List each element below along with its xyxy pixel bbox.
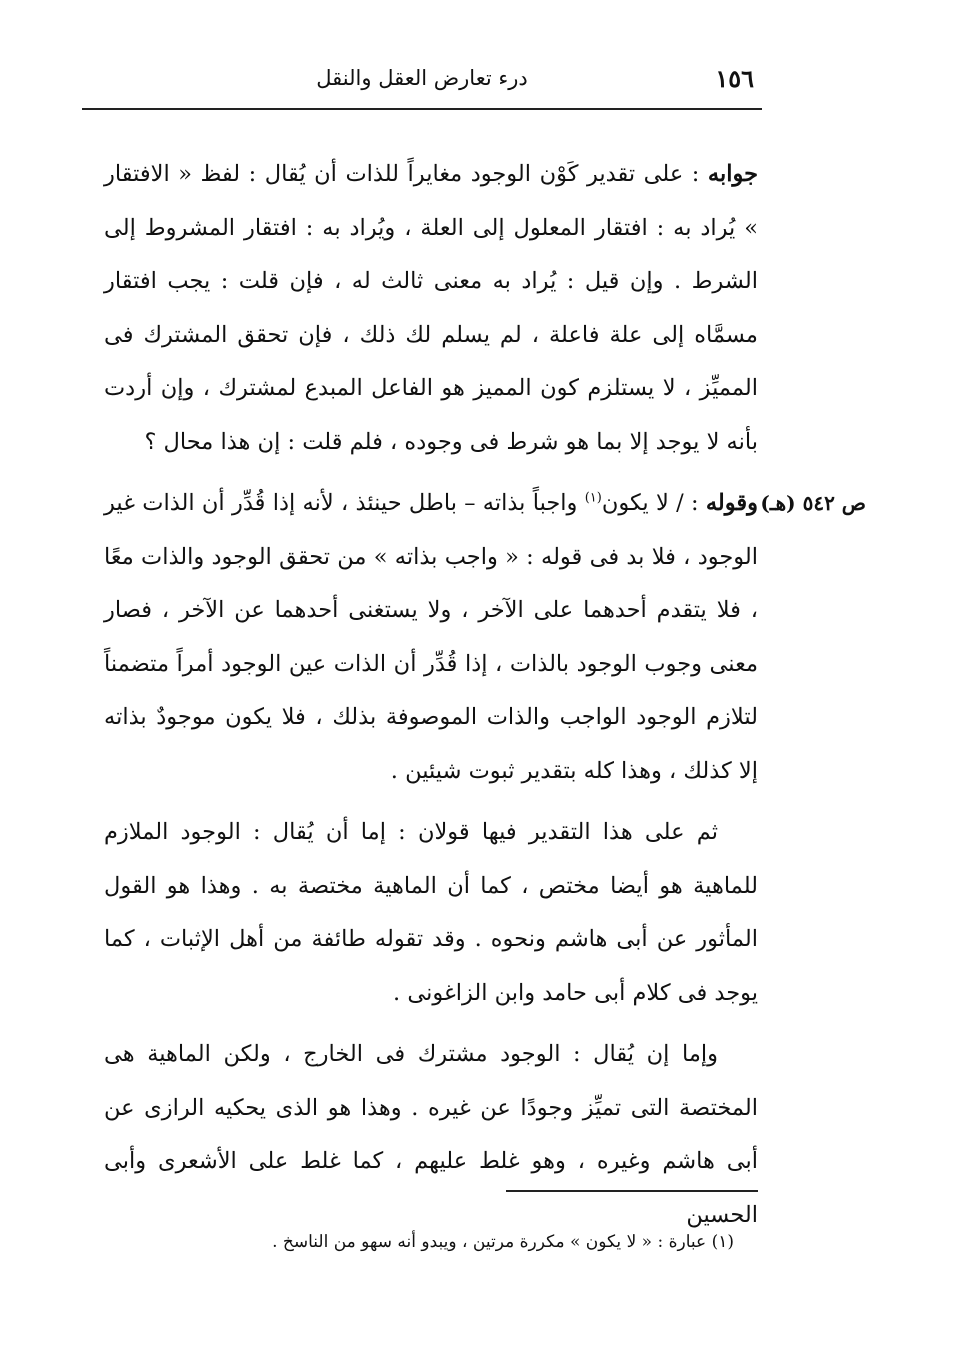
header-divider xyxy=(82,108,762,110)
main-text xyxy=(104,148,866,1250)
footnote: (١) عبارة : « لا يكون » مكررة مرتين ، ويبدو أنه سهو من الناسخ . xyxy=(272,1232,734,1252)
page-number: ١٥٦ xyxy=(715,64,754,93)
footnote-marker: (١) xyxy=(584,490,602,506)
running-title: درء تعارض العقل والنقل xyxy=(316,66,528,90)
paragraph-2 xyxy=(104,477,866,798)
paragraph-text: : / لا يكون xyxy=(601,490,706,516)
page-header xyxy=(82,64,762,104)
paragraph-text: واجباً بذاته – باطل حينئذ ، لأنه إذا قُدِّر أن الذات غير الوجود ، فلا بد فى قوله : « واجب بذاته » من تحقق الوجود والذات معًا ، فلا يتقدم أحدهما على الآخر ، ولا يستغنى أحدهما عن الآخر ، فصار معنى وجوب الوجود بالذات ، إذا قُدِّر أن الذات عين الوجود أمراً متضمناً لتلازم الوجود الواجب والذات الموصوفة بذلك ، فلا يكون موجودٌ بذاته إلا كذلك ، وهذا كله بتقدير ثبوت شيئين . xyxy=(104,490,758,784)
paragraph-lead: جوابه xyxy=(707,161,758,187)
paragraph-3: ثم على هذا التقدير فيها قولان : إما أن يُقال : الوجود الملازم للماهية هو أيضا مختص ، كما أن الماهية مختصة به . وهذا هو القول المأثور عن أبى هاشم ونحوه . وقد تقوله طائفة من أهل الإثبات ، كما يوجد فى كلام أبى حامد وابن الزاغونى . xyxy=(104,819,758,1006)
footnote-divider xyxy=(506,1190,758,1192)
manuscript-page-reference: ص ٥٤٢ (هـ) xyxy=(760,491,866,515)
paragraph-1 xyxy=(104,148,758,469)
paragraph-lead: وقوله xyxy=(705,490,759,516)
paragraph-text: : على تقدير كَوْن الوجود مغايراً للذات أن يُقال : لفظ « الافتقار » يُراد به : افتقار المعلول إلى العلة ، ويُراد به : افتقار المشروط إلى الشرط . وإن قيل : يُراد به معنى ثالث له ، فإن قلت : يجب افتقار مسمَّاه إلى علة فاعلة ، لم يسلم لك ذلك ، فإن تحقق المشترك فى المميِّز ، لا يستلزم كون المميز هو الفاعل المبدع لمشترك ، وإن أردت بأنه لا يوجد إلا بما هو شرط فى وجوده ، فلم قلت : إن هذا محال ؟ xyxy=(104,161,758,455)
paragraph-4: وإما إن يُقال : الوجود مشترك فى الخارج ، ولكن الماهية هى المختصة التى تميِّز وجودًا عن غيره . وهذا هو الذى يحكيه الرازى عن أبى هاشم وغيره ، وهو غلط عليهم ، كما غلط على الأشعرى وأبى الحسين xyxy=(104,1041,758,1228)
